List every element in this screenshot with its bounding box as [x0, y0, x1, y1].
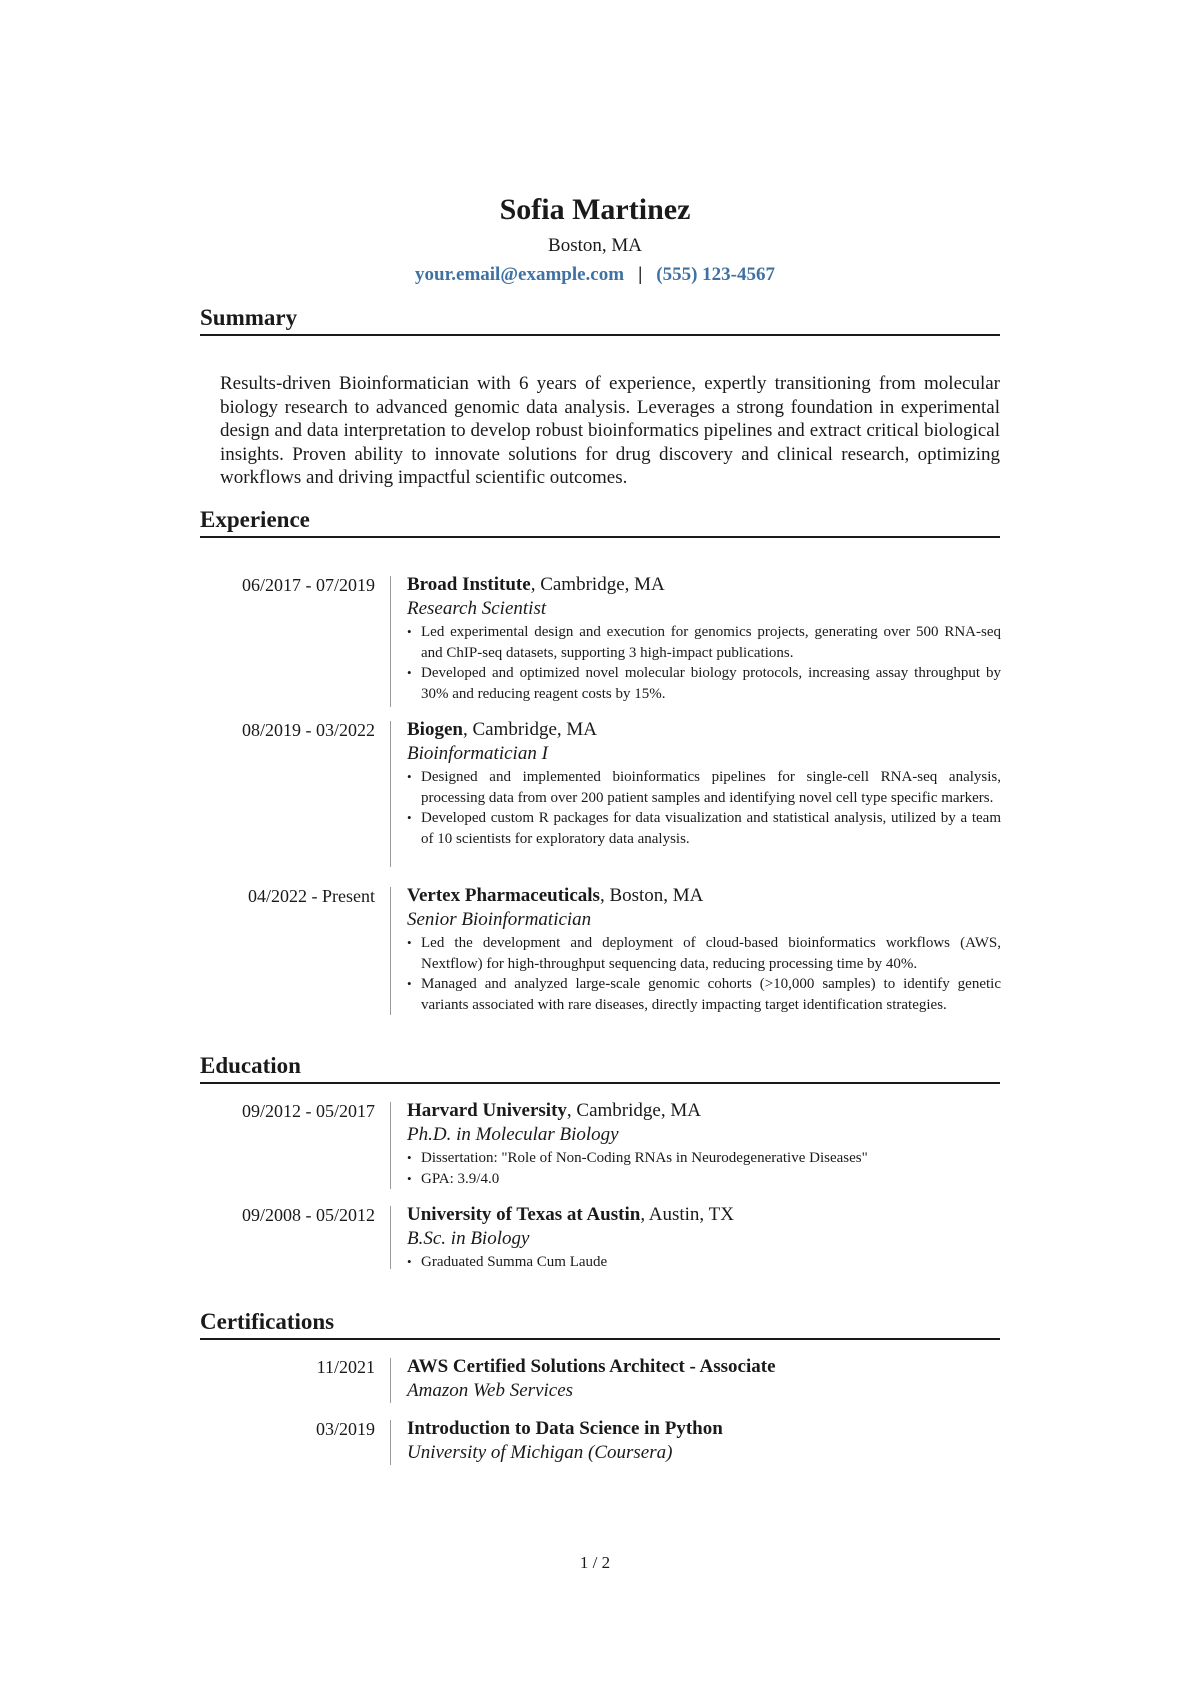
contact-separator: |	[638, 264, 643, 285]
entry-divider	[390, 887, 391, 1015]
organization-location: , Boston, MA	[599, 885, 704, 906]
email-link[interactable]: your.email@example.com	[415, 264, 625, 285]
list-item: • GPA: 3.9/4.0	[407, 1169, 1001, 1190]
list-item: • Dissertation: "Role of Non-Coding RNAs in Neurodegenerative Diseases"	[407, 1148, 1001, 1169]
section-title-experience: Experience	[200, 506, 1000, 538]
candidate-name: Sofia Martinez	[499, 193, 691, 226]
organization-location: , Cambridge, MA	[530, 574, 665, 595]
certification-entry	[200, 1355, 1001, 1403]
organization-name: University of Texas at Austin	[407, 1204, 641, 1225]
entry-divider	[390, 1420, 391, 1465]
entry-role: B.Sc. in Biology	[407, 1228, 530, 1249]
entry-divider	[390, 1206, 391, 1269]
section-title-education: Education	[200, 1052, 1000, 1084]
entry-organization	[407, 718, 1001, 742]
entry-body	[407, 718, 1001, 849]
entry-bullets	[407, 1148, 1001, 1189]
list-item: • Managed and analyzed large-scale genomic cohorts (>10,000 samples) to identify genetic variants associated with rare diseases, directly impacting target identification strategies.	[407, 974, 1001, 1015]
summary-text: Results-driven Bioinformatician with 6 years of experience, expertly transitioning from molecular biology research to advanced genomic data analysis. Leverages a strong foundation in experimental design and data interpretation to develop robust bioinformatics pipelines and extract critical biological insights. Proven ability to innovate solutions for drug discovery and clinical research, optimizing workflows and driving impactful scientific outcomes.	[220, 373, 1000, 488]
education-entry	[200, 1099, 1001, 1189]
certification-name: Introduction to Data Science in Python	[407, 1418, 723, 1439]
experience-entry	[200, 718, 1001, 867]
section-title-summary: Summary	[200, 304, 1000, 336]
entry-date: 09/2012 - 05/2017	[242, 1101, 375, 1121]
organization-name: Broad Institute	[407, 574, 531, 595]
entry-organization	[407, 884, 1001, 908]
entry-body	[407, 1355, 1001, 1402]
entry-role: Bioinformatician I	[407, 743, 548, 764]
entry-date: 11/2021	[316, 1357, 375, 1377]
entry-bullets	[407, 933, 1001, 1015]
entry-bullets	[407, 622, 1001, 704]
resume-header	[0, 192, 1190, 287]
entry-divider	[390, 1102, 391, 1189]
entry-date: 04/2022 - Present	[248, 886, 375, 906]
entry-organization	[407, 1417, 1001, 1441]
entry-bullets	[407, 767, 1001, 849]
entry-body	[407, 573, 1001, 704]
organization-name: Vertex Pharmaceuticals	[407, 885, 600, 906]
entry-bullets	[407, 1252, 1001, 1273]
entry-body	[407, 1099, 1001, 1189]
entry-organization	[407, 1099, 1001, 1123]
entry-divider	[390, 1358, 391, 1403]
entry-body	[407, 1203, 1001, 1273]
section-title-certifications: Certifications	[200, 1308, 1000, 1340]
certification-issuer: University of Michigan (Coursera)	[407, 1442, 673, 1463]
experience-entry	[200, 573, 1001, 707]
organization-name: Biogen	[407, 719, 463, 740]
entry-date: 06/2017 - 07/2019	[242, 575, 375, 595]
list-item: • Led experimental design and execution for genomics projects, generating over 500 RNA-seq and ChIP-seq datasets, supporting 3 high-impact publications.	[407, 622, 1001, 663]
entry-body	[407, 884, 1001, 1015]
entry-role: Research Scientist	[407, 598, 547, 619]
organization-location: , Cambridge, MA	[566, 1100, 701, 1121]
list-item: • Led the development and deployment of cloud-based bioinformatics workflows (AWS, Nextflow) for high-throughput sequencing data, reducing processing time by 40%.	[407, 933, 1001, 974]
certification-issuer: Amazon Web Services	[407, 1380, 574, 1401]
entry-date: 09/2008 - 05/2012	[242, 1205, 375, 1225]
list-item: • Developed custom R packages for data visualization and statistical analysis, utilized by a team of 10 scientists for exploratory data analysis.	[407, 808, 1001, 849]
page-number: 1 / 2	[579, 1553, 611, 1572]
list-item: • Developed and optimized novel molecular biology protocols, increasing assay throughput by 30% and reducing reagent costs by 15%.	[407, 663, 1001, 704]
entry-date: 08/2019 - 03/2022	[242, 720, 375, 740]
list-item: • Graduated Summa Cum Laude	[407, 1252, 1001, 1273]
entry-organization	[407, 1355, 1001, 1379]
candidate-location: Boston, MA	[548, 235, 642, 256]
entry-organization	[407, 573, 1001, 597]
entry-date: 03/2019	[315, 1419, 375, 1439]
entry-role: Ph.D. in Molecular Biology	[407, 1124, 619, 1145]
entry-role: Senior Bioinformatician	[407, 909, 592, 930]
certification-entry	[200, 1417, 1001, 1465]
entry-body	[407, 1417, 1001, 1464]
phone-link[interactable]: (555) 123-4567	[656, 264, 775, 285]
entry-divider	[390, 576, 391, 707]
contact-line	[0, 263, 1190, 287]
experience-entry	[200, 884, 1001, 1015]
entry-organization	[407, 1203, 1001, 1227]
list-item: • Designed and implemented bioinformatics pipelines for single-cell RNA-seq analysis, processing data from over 200 patient samples and identifying novel cell type specific markers.	[407, 767, 1001, 808]
organization-location: , Austin, TX	[640, 1204, 734, 1225]
organization-name: Harvard University	[407, 1100, 567, 1121]
entry-divider	[390, 721, 391, 867]
organization-location: , Cambridge, MA	[462, 719, 597, 740]
certification-name: AWS Certified Solutions Architect - Associate	[407, 1356, 776, 1377]
education-entry	[200, 1203, 1001, 1269]
